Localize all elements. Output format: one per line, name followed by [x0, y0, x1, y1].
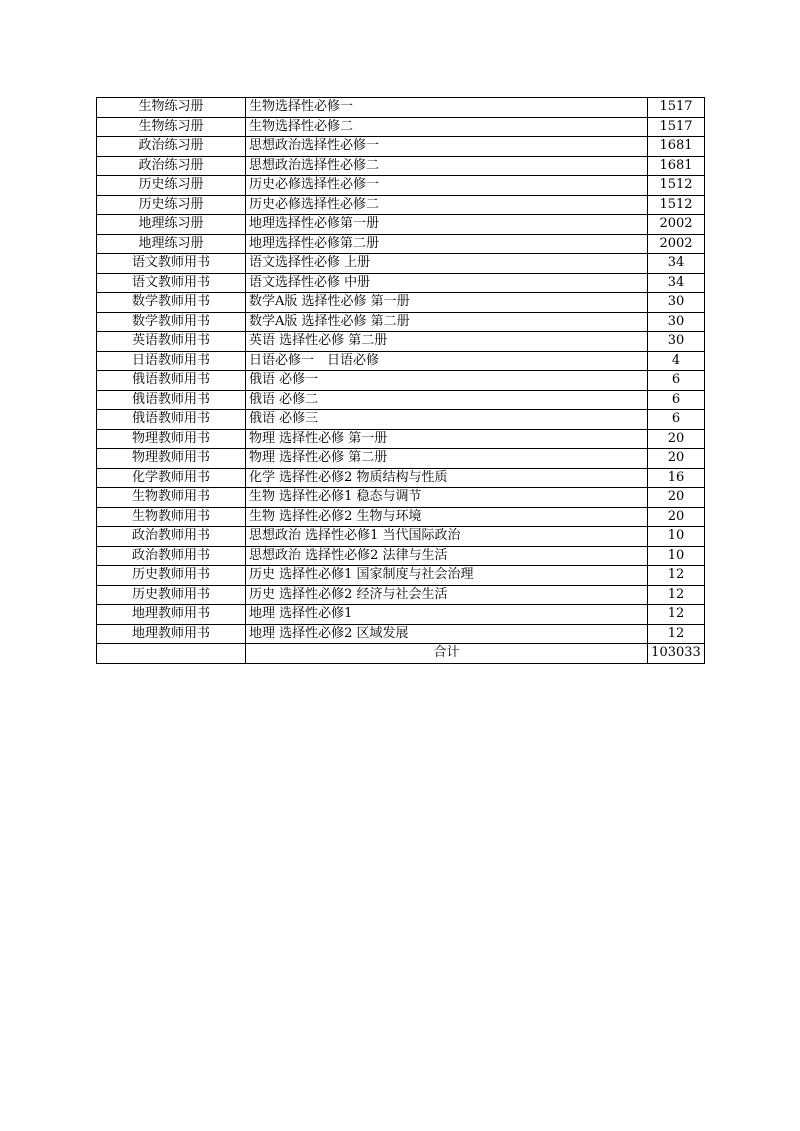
- qty-cell: 6: [648, 410, 705, 430]
- title-cell: 历史 选择性必修2 经济与社会生活: [246, 585, 648, 605]
- category-cell: 政治练习册: [97, 156, 246, 176]
- qty-cell: 1512: [648, 195, 705, 215]
- qty-cell: 20: [648, 507, 705, 527]
- category-cell: 历史教师用书: [97, 585, 246, 605]
- table-row: [97, 507, 705, 527]
- table-row: [97, 215, 705, 235]
- qty-cell: 10: [648, 527, 705, 547]
- title-cell: 化学 选择性必修2 物质结构与性质: [246, 468, 648, 488]
- category-cell: 化学教师用书: [97, 468, 246, 488]
- qty-cell: 34: [648, 254, 705, 274]
- category-cell: 数学教师用书: [97, 293, 246, 313]
- title-cell: 数学A版 选择性必修 第二册: [246, 312, 648, 332]
- category-cell: 英语教师用书: [97, 332, 246, 352]
- title-cell: 语文选择性必修 中册: [246, 273, 648, 293]
- qty-cell: 4: [648, 351, 705, 371]
- title-cell: 思想政治 选择性必修2 法律与生活: [246, 546, 648, 566]
- category-cell: 日语教师用书: [97, 351, 246, 371]
- category-cell: 地理练习册: [97, 215, 246, 235]
- category-cell: 政治教师用书: [97, 546, 246, 566]
- table-row: [97, 332, 705, 352]
- title-cell: 生物选择性必修一: [246, 98, 648, 118]
- qty-cell: 2002: [648, 234, 705, 254]
- table-row: [97, 137, 705, 157]
- table-row: [97, 390, 705, 410]
- book-order-table: [96, 97, 705, 664]
- title-cell: 生物选择性必修二: [246, 117, 648, 137]
- qty-cell: 10: [648, 546, 705, 566]
- table-row: [97, 566, 705, 586]
- qty-cell: 12: [648, 566, 705, 586]
- title-cell: 地理选择性必修第二册: [246, 234, 648, 254]
- title-cell: 物理 选择性必修 第一册: [246, 429, 648, 449]
- category-cell: 生物教师用书: [97, 507, 246, 527]
- qty-cell: 1681: [648, 137, 705, 157]
- table-row: [97, 488, 705, 508]
- title-cell: 历史必修选择性必修二: [246, 195, 648, 215]
- qty-cell: 34: [648, 273, 705, 293]
- title-cell: 语文选择性必修 上册: [246, 254, 648, 274]
- category-cell: 政治教师用书: [97, 527, 246, 547]
- total-category-cell: [97, 644, 246, 664]
- title-cell: 生物 选择性必修2 生物与环境: [246, 507, 648, 527]
- qty-cell: 20: [648, 429, 705, 449]
- title-cell: 历史必修选择性必修一: [246, 176, 648, 196]
- table-row: [97, 176, 705, 196]
- title-cell: 日语必修一 日语必修: [246, 351, 648, 371]
- table-row: [97, 117, 705, 137]
- category-cell: 生物教师用书: [97, 488, 246, 508]
- table-row: [97, 449, 705, 469]
- category-cell: 政治练习册: [97, 137, 246, 157]
- category-cell: 俄语教师用书: [97, 371, 246, 391]
- title-cell: 思想政治选择性必修二: [246, 156, 648, 176]
- title-cell: 生物 选择性必修1 稳态与调节: [246, 488, 648, 508]
- qty-cell: 30: [648, 312, 705, 332]
- title-cell: 俄语 必修三: [246, 410, 648, 430]
- table-row: [97, 429, 705, 449]
- table-row: [97, 468, 705, 488]
- title-cell: 历史 选择性必修1 国家制度与社会治理: [246, 566, 648, 586]
- qty-cell: 30: [648, 293, 705, 313]
- qty-cell: 12: [648, 624, 705, 644]
- qty-cell: 1517: [648, 117, 705, 137]
- table-row: [97, 195, 705, 215]
- table-row: [97, 98, 705, 118]
- title-cell: 地理 选择性必修2 区域发展: [246, 624, 648, 644]
- qty-cell: 30: [648, 332, 705, 352]
- qty-cell: 12: [648, 605, 705, 625]
- table-row: [97, 312, 705, 332]
- qty-cell: 12: [648, 585, 705, 605]
- qty-cell: 20: [648, 488, 705, 508]
- category-cell: 历史练习册: [97, 195, 246, 215]
- title-cell: 思想政治 选择性必修1 当代国际政治: [246, 527, 648, 547]
- title-cell: 地理 选择性必修1: [246, 605, 648, 625]
- category-cell: 生物练习册: [97, 117, 246, 137]
- category-cell: 物理教师用书: [97, 449, 246, 469]
- table-row: [97, 273, 705, 293]
- table-row: [97, 293, 705, 313]
- table-row: [97, 527, 705, 547]
- title-cell: 数学A版 选择性必修 第一册: [246, 293, 648, 313]
- qty-cell: 6: [648, 390, 705, 410]
- category-cell: 地理教师用书: [97, 605, 246, 625]
- table-row: [97, 410, 705, 430]
- qty-cell: 6: [648, 371, 705, 391]
- category-cell: 历史练习册: [97, 176, 246, 196]
- category-cell: 数学教师用书: [97, 312, 246, 332]
- category-cell: 俄语教师用书: [97, 390, 246, 410]
- total-qty-cell: 103033: [648, 644, 705, 664]
- category-cell: 历史教师用书: [97, 566, 246, 586]
- category-cell: 地理教师用书: [97, 624, 246, 644]
- table-row: [97, 156, 705, 176]
- table-row: [97, 546, 705, 566]
- table-row: [97, 351, 705, 371]
- category-cell: 物理教师用书: [97, 429, 246, 449]
- total-label-cell: 合计: [246, 644, 648, 664]
- table-row: [97, 605, 705, 625]
- title-cell: 俄语 必修二: [246, 390, 648, 410]
- table-row: [97, 234, 705, 254]
- qty-cell: 16: [648, 468, 705, 488]
- table-row: [97, 371, 705, 391]
- qty-cell: 2002: [648, 215, 705, 235]
- category-cell: 语文教师用书: [97, 254, 246, 274]
- title-cell: 思想政治选择性必修一: [246, 137, 648, 157]
- title-cell: 物理 选择性必修 第二册: [246, 449, 648, 469]
- table-body: [97, 98, 705, 644]
- category-cell: 地理练习册: [97, 234, 246, 254]
- category-cell: 语文教师用书: [97, 273, 246, 293]
- table-row: [97, 624, 705, 644]
- qty-cell: 1517: [648, 98, 705, 118]
- category-cell: 俄语教师用书: [97, 410, 246, 430]
- title-cell: 英语 选择性必修 第二册: [246, 332, 648, 352]
- qty-cell: 1512: [648, 176, 705, 196]
- category-cell: 生物练习册: [97, 98, 246, 118]
- title-cell: 地理选择性必修第一册: [246, 215, 648, 235]
- table-row: [97, 254, 705, 274]
- total-row: [97, 644, 705, 664]
- qty-cell: 1681: [648, 156, 705, 176]
- title-cell: 俄语 必修一: [246, 371, 648, 391]
- table-row: [97, 585, 705, 605]
- qty-cell: 20: [648, 449, 705, 469]
